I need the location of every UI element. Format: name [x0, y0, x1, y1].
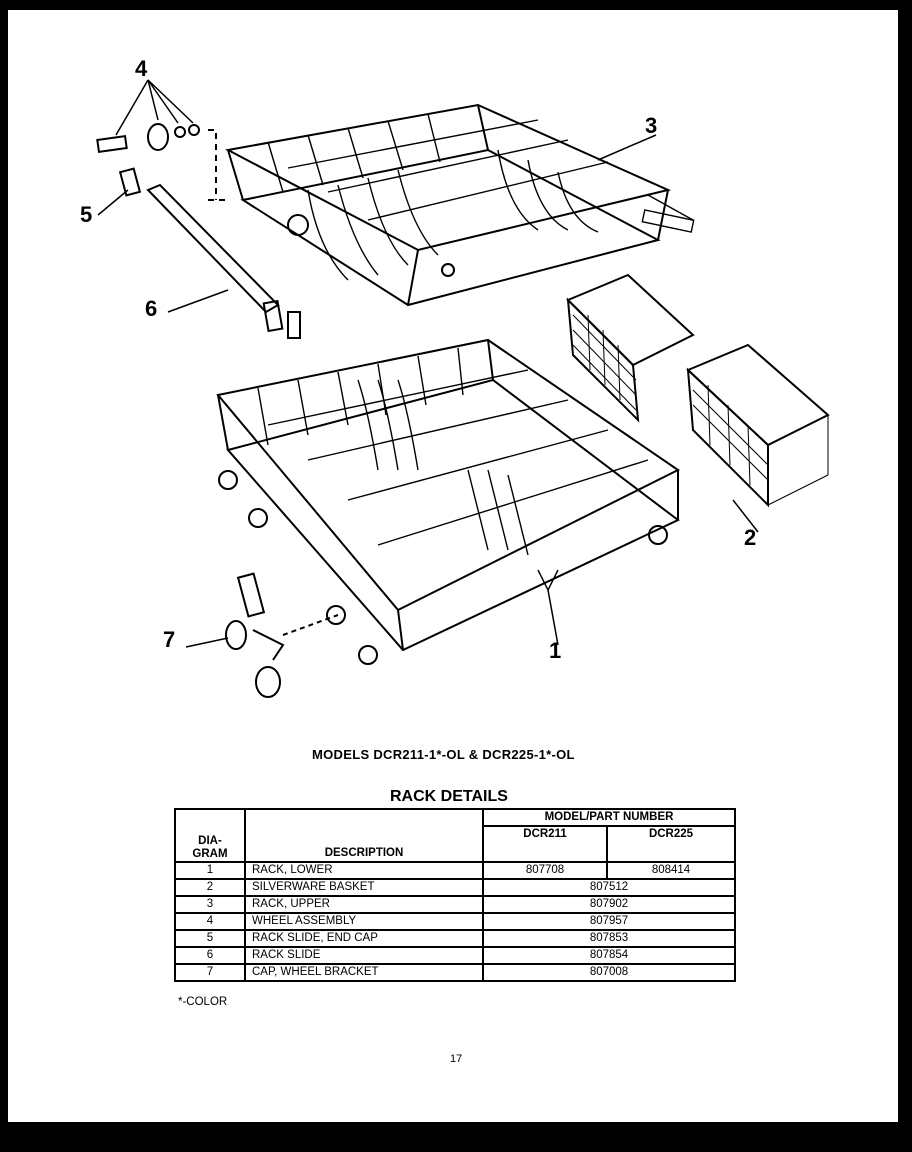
row-diagram-number: 4: [175, 913, 245, 930]
silverware-basket-drawing: [568, 275, 828, 505]
row-description: RACK, LOWER: [245, 862, 483, 879]
table-row: [175, 947, 735, 964]
row-diagram-number: 5: [175, 930, 245, 947]
row-part-number: 807512: [483, 879, 735, 896]
header-description: DESCRIPTION: [245, 809, 483, 862]
row-diagram-number: 3: [175, 896, 245, 913]
table-row: [175, 862, 735, 879]
table-row: [175, 913, 735, 930]
row-part-number: 807957: [483, 913, 735, 930]
row-part-number: 807853: [483, 930, 735, 947]
row-description: RACK, UPPER: [245, 896, 483, 913]
row-diagram-number: 7: [175, 964, 245, 981]
table-row: [175, 879, 735, 896]
wheel-bracket-drawing: [226, 574, 338, 697]
header-diagram: DIA- GRAM: [175, 809, 245, 862]
callout-7: 7: [163, 627, 176, 652]
callout-6: 6: [145, 296, 158, 321]
callout-4: 4: [135, 56, 148, 81]
exploded-rack-diagram: [68, 50, 848, 720]
row-part-number: 807902: [483, 896, 735, 913]
callout-5: 5: [80, 202, 93, 227]
header-model-2: DCR225: [607, 826, 735, 862]
parts-table: [174, 808, 736, 982]
models-line: MODELS DCR211-1*-OL & DCR225-1*-OL: [312, 747, 575, 762]
page-number: 17: [450, 1053, 463, 1065]
color-footnote: *-COLOR: [178, 996, 228, 1008]
callout-1: 1: [549, 638, 562, 663]
row-description: WHEEL ASSEMBLY: [245, 913, 483, 930]
table-row: [175, 896, 735, 913]
leader-lines: [98, 80, 758, 647]
row-part-number: 807008: [483, 964, 735, 981]
header-model-part-number: MODEL/PART NUMBER: [483, 809, 735, 826]
row-part-number-dcr211: 807708: [483, 862, 607, 879]
lower-rack-drawing: [218, 340, 678, 664]
row-description: SILVERWARE BASKET: [245, 879, 483, 896]
row-diagram-number: 6: [175, 947, 245, 964]
row-part-number: 807854: [483, 947, 735, 964]
row-diagram-number: 2: [175, 879, 245, 896]
table-row: [175, 964, 735, 981]
row-diagram-number: 1: [175, 862, 245, 879]
parts-sheet: [8, 10, 898, 1122]
section-title: RACK DETAILS: [390, 788, 508, 805]
row-part-number-dcr225: 808414: [607, 862, 735, 879]
upper-rack-drawing: [228, 105, 694, 305]
row-description: RACK SLIDE: [245, 947, 483, 964]
row-description: RACK SLIDE, END CAP: [245, 930, 483, 947]
callout-2: 2: [744, 525, 757, 550]
row-description: CAP, WHEEL BRACKET: [245, 964, 483, 981]
header-model-1: DCR211: [483, 826, 607, 862]
callout-3: 3: [645, 113, 658, 138]
table-row: [175, 930, 735, 947]
